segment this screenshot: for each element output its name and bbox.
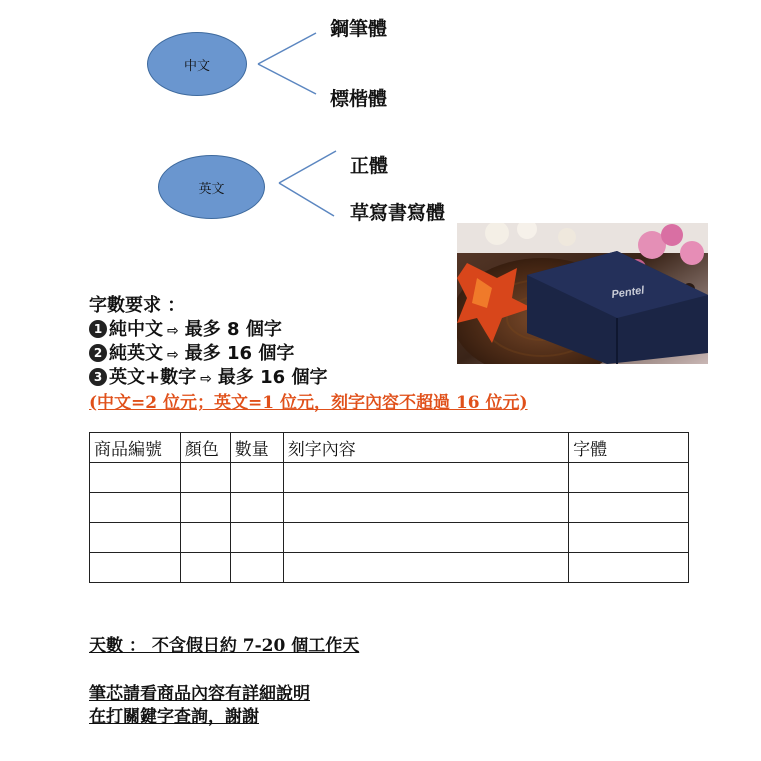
requirement-count: 16	[227, 343, 253, 364]
column-header-color: 顏色	[180, 433, 230, 463]
table-cell	[230, 493, 283, 523]
column-header-quantity: 數量	[230, 433, 283, 463]
pen-box-illustration	[457, 223, 708, 364]
delivery-days-note: 天數 ： 不含假日約 7-20 個工作天	[89, 636, 360, 656]
english-node	[158, 155, 265, 219]
font-option-kai: 標楷體	[330, 88, 388, 110]
keyword-search-note: 在打關鍵字查詢，謝謝	[89, 707, 259, 727]
table-cell	[90, 493, 181, 523]
font-option-regular: 正體	[350, 155, 389, 177]
table-cell	[90, 523, 181, 553]
requirement-label: 英文+數字	[109, 367, 197, 388]
requirement-label: 純英文	[109, 343, 163, 364]
arrow-right-icon: ⇨	[200, 371, 212, 387]
byte-limit-note: (中文=2 位元；英文=1 位元，刻字內容不超過 16 位元)	[89, 393, 528, 413]
table-cell	[230, 463, 283, 493]
table-row	[90, 523, 689, 553]
bullet-number-2: 2	[89, 344, 107, 362]
product-photo	[457, 223, 708, 364]
requirement-count: 8	[227, 319, 240, 340]
table-cell	[180, 493, 230, 523]
bullet-number-3: 3	[89, 368, 107, 386]
table-cell	[180, 523, 230, 553]
table-cell	[230, 523, 283, 553]
requirement-count: 16	[260, 367, 286, 388]
table-cell	[283, 463, 568, 493]
engraving-order-table	[89, 432, 689, 583]
chinese-node	[147, 32, 247, 96]
bullet-number-1: 1	[89, 320, 107, 338]
table-cell	[180, 463, 230, 493]
requirement-label: 純中文	[109, 319, 163, 340]
column-header-font: 字體	[569, 433, 689, 463]
requirement-item	[89, 315, 282, 341]
table-cell	[90, 553, 181, 583]
table-cell	[569, 523, 689, 553]
requirement-prefix: 最多	[184, 319, 221, 340]
table-row	[90, 463, 689, 493]
table-cell	[283, 553, 568, 583]
requirement-unit: 個字	[291, 367, 328, 388]
requirement-prefix: 最多	[217, 367, 254, 388]
table-cell	[180, 553, 230, 583]
font-option-pen: 鋼筆體	[330, 18, 388, 40]
arrow-right-icon: ⇨	[167, 323, 179, 339]
requirements-title: 字數要求 ：	[89, 295, 186, 316]
table-cell	[90, 463, 181, 493]
requirement-unit: 個字	[258, 343, 295, 364]
font-option-script: 草寫書寫體	[350, 202, 446, 224]
column-header-product-id: 商品編號	[90, 433, 181, 463]
table-header-row	[90, 433, 689, 463]
table-cell	[569, 463, 689, 493]
column-header-engraving-text: 刻字內容	[283, 433, 568, 463]
requirement-unit: 個字	[245, 319, 282, 340]
table-cell	[569, 553, 689, 583]
table-cell	[283, 493, 568, 523]
table-row	[90, 493, 689, 523]
requirement-prefix: 最多	[184, 343, 221, 364]
chinese-branch-lines	[255, 30, 320, 98]
chinese-node-label: 中文	[183, 58, 210, 74]
table-cell	[230, 553, 283, 583]
english-node-label: 英文	[198, 181, 225, 197]
refill-info-note: 筆芯請看商品內容有詳細說明	[89, 684, 310, 704]
table-row	[90, 553, 689, 583]
requirement-item	[89, 339, 294, 365]
table-cell	[283, 523, 568, 553]
photo-brand-text: Pentel	[610, 284, 646, 301]
arrow-right-icon: ⇨	[167, 347, 179, 363]
requirement-item	[89, 363, 327, 389]
table-cell	[569, 493, 689, 523]
english-branch-lines	[276, 148, 338, 220]
